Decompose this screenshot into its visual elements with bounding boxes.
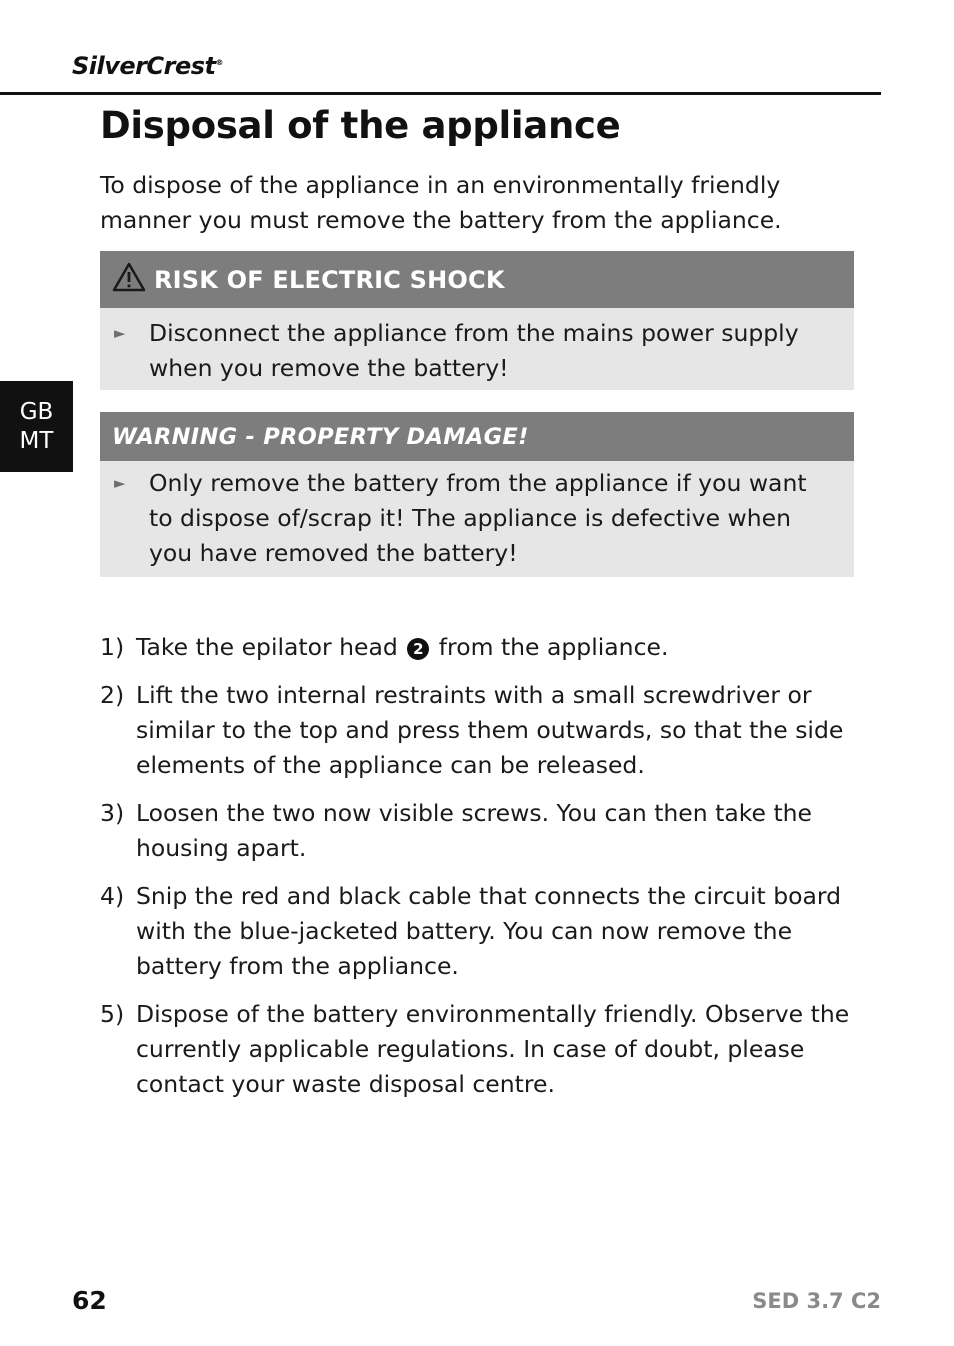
step-text: Snip the red and black cable that connects the circuit board with the blue-jacketed battery. You can now remove the battery from the appliance. — [136, 882, 842, 980]
arrow-bullet-icon: ► — [114, 324, 126, 342]
intro-paragraph: To dispose of the appliance in an environmentally friendly manner you must remove the battery from the appliance. — [100, 171, 782, 234]
notice-heading: RISK OF ELECTRIC SHOCK — [154, 265, 505, 294]
step-number: 1) — [100, 633, 125, 661]
notice-body — [100, 308, 854, 386]
notice-text: Disconnect the appliance from the mains power supply when you remove the battery! — [149, 319, 799, 382]
step-text: Dispose of the battery environmentally friendly. Observe the currently applicable regulations. In case of doubt, please contact your waste disposal centre. — [136, 1000, 850, 1098]
notice-header — [100, 412, 854, 461]
step-number: 4) — [100, 882, 125, 910]
notice-header — [100, 251, 854, 308]
part-reference-badge: 2 — [407, 638, 429, 660]
list-item — [100, 678, 860, 783]
property-damage-notice — [100, 412, 854, 577]
brand-logo — [72, 52, 223, 80]
trademark-symbol: ® — [215, 58, 223, 67]
brand-name: SilverCrest — [72, 52, 216, 80]
disposal-steps-list — [100, 630, 860, 1115]
language-code-mt: MT — [19, 427, 54, 454]
step-text-post: from the appliance. — [431, 633, 669, 661]
notice-heading: WARNING - PROPERTY DAMAGE! — [112, 423, 529, 450]
page-title: Disposal of the appliance — [100, 104, 621, 147]
header-rule — [0, 92, 881, 95]
list-item — [100, 630, 860, 665]
language-tab — [0, 381, 73, 472]
model-number: SED 3.7 C2 — [752, 1289, 881, 1313]
step-number: 2) — [100, 681, 125, 709]
list-item — [100, 997, 860, 1102]
list-item — [100, 796, 860, 866]
step-text: Lift the two internal restraints with a small screwdriver or similar to the top and press them outwards, so that the side elements of the appliance can be released. — [136, 681, 844, 779]
step-text — [136, 630, 860, 665]
list-item — [100, 879, 860, 984]
notice-body — [100, 461, 854, 571]
step-text-pre: Take the epilator head — [136, 633, 406, 661]
page-number: 62 — [72, 1286, 107, 1315]
arrow-bullet-icon: ► — [114, 474, 126, 492]
warning-triangle-icon — [112, 262, 146, 292]
notice-text: Only remove the battery from the appliance if you want to dispose of/scrap it! The appliance is defective when you have removed the battery! — [149, 469, 807, 567]
electric-shock-notice — [100, 251, 854, 390]
step-number: 3) — [100, 799, 125, 827]
step-number: 5) — [100, 1000, 125, 1028]
step-text: Loosen the two now visible screws. You can then take the housing apart. — [136, 799, 813, 862]
language-code-gb: GB — [19, 398, 54, 425]
